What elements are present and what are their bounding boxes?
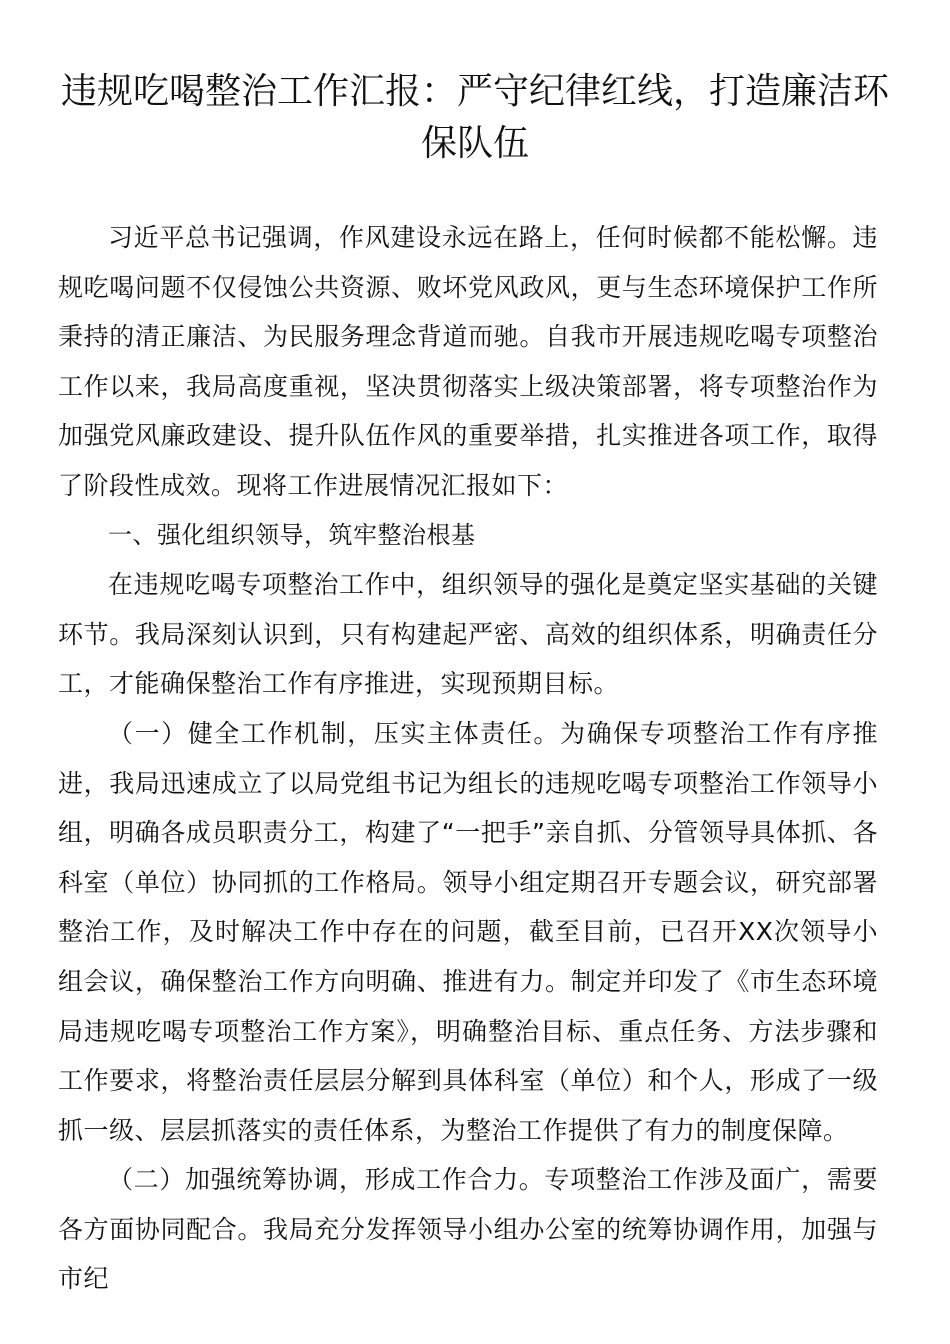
subsection-1-paragraph: （一）健全工作机制，压实主体责任。为确保专项整治工作有序推进，我局迅速成立了以局党组书记为组长的违规吃喝专项整治工作领导小组，明确各成员职责分工，构建了“一把手”亲自抓、分管领导具体抓、各科室（单位）协同抓的工作格局。领导小组定期召开专题会议，研究部署整治工作，及时解决工作中存在的问题，截至目前，已召开XX次领导小组会议，确保整治工作方向明确、推进有力。制定并印发了《市生态环境局违规吃喝专项整治工作方案》，明确整治目标、重点任务、方法步骤和工作要求，将整治责任层层分解到具体科室（单位）和个人，形成了一级抓一级、层层抓落实的责任体系，为整治工作提供了有力的制度保障。 [58, 718, 878, 1145]
section-intro-paragraph: 在违规吃喝专项整治工作中，组织领导的强化是奠定坚实基础的关键环节。我局深刻认识到，只有构建起严密、高效的组织体系，明确责任分工，才能确保整治工作有序推进，实现预期目标。 [58, 570, 878, 699]
section-heading: 一、强化组织领导，筑牢整治根基 [108, 520, 476, 549]
document-body [58, 213, 878, 1304]
document-title: 违规吃喝整治工作汇报：严守纪律红线，打造廉洁环保队伍 [60, 71, 889, 164]
subsection-2-paragraph: （二）加强统筹协调，形成工作合力。专项整治工作涉及面广，需要各方面协同配合。我局充分发挥领导小组办公室的统筹协调作用，加强与市纪 [58, 1165, 878, 1294]
intro-paragraph: 习近平总书记强调，作风建设永远在路上，任何时候都不能松懈。违规吃喝问题不仅侵蚀公共资源、败坏党风政风，更与生态环境保护工作所秉持的清正廉洁、为民服务理念背道而驰。自我市开展违规吃喝专项整治工作以来，我局高度重视，坚决贯彻落实上级决策部署，将专项整治作为加强党风廉政建设、提升队伍作风的重要举措，扎实推进各项工作，取得了阶段性成效。现将工作进展情况汇报如下： [58, 223, 878, 500]
